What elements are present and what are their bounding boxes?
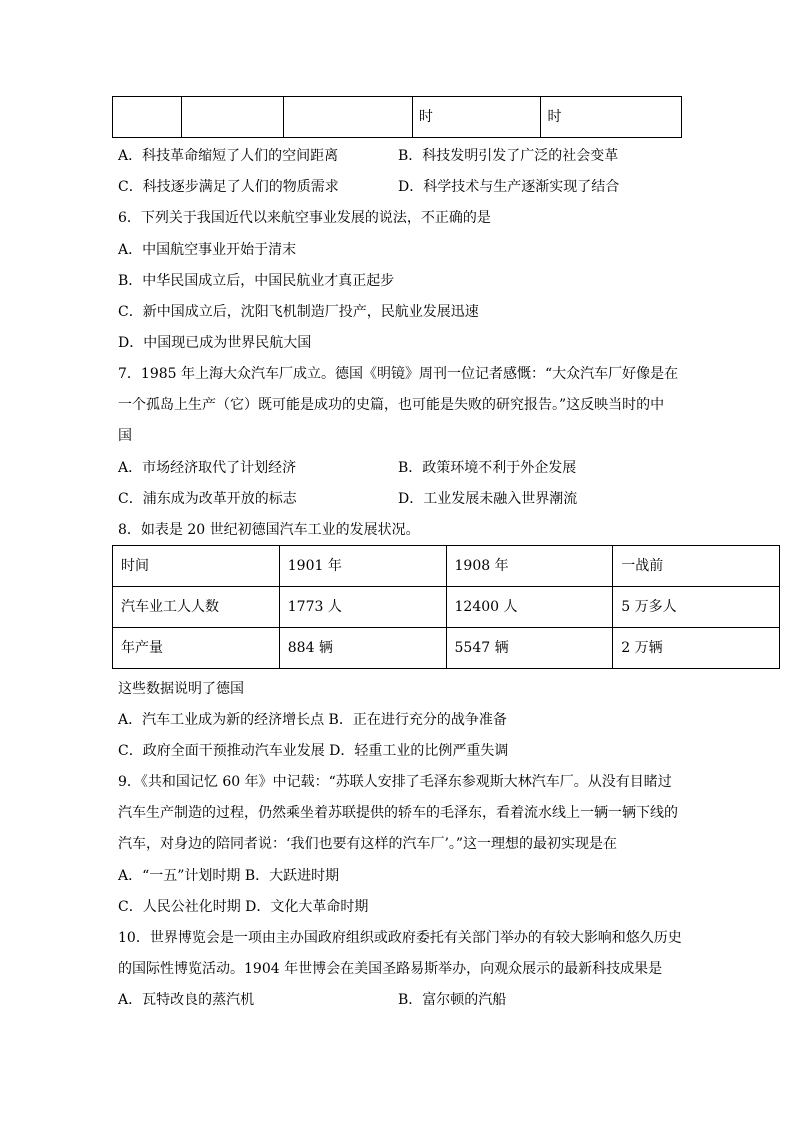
- q9-stem-line1: 9．《共和国记忆 60 年》中记载：“苏联人安排了毛泽东参观斯大林汽车厂。从没有目睹过: [118, 774, 672, 790]
- table-cell: 1908 年: [446, 546, 613, 587]
- table-cell: 1773 人: [279, 587, 446, 628]
- q10-option-a: A．瓦特改良的蒸汽机: [118, 992, 255, 1008]
- q7-option-c: C．浦东成为改革开放的标志: [118, 491, 297, 507]
- q9-stem-line3: 汽车，对身边的陪同者说：‘我们也要有这样的汽车厂’。”这一理想的最初实现是在: [118, 836, 618, 852]
- table-cell: 一战前: [613, 546, 780, 587]
- q6-option-d: D．中国现已成为世界民航大国: [118, 335, 312, 351]
- table-cell: 5547 辆: [446, 628, 613, 669]
- table-cell: 时: [412, 97, 541, 138]
- table-cell: 5 万多人: [613, 587, 780, 628]
- q6-option-c: C．新中国成立后，沈阳飞机制造厂投产，民航业发展迅速: [118, 304, 479, 320]
- q5-option-c: C．科技逐步满足了人们的物质需求: [118, 179, 339, 195]
- q10-stem-line2: 的国际性博览活动。1904 年世博会在美国圣路易斯举办，向观众展示的最新科技成果是: [118, 961, 663, 977]
- q9-options-ab: A．“一五”计划时期 B．大跃进时期: [118, 868, 340, 884]
- q8-stem: 8．如表是 20 世纪初德国汽车工业的发展状况。: [118, 522, 420, 538]
- table-cell: [284, 97, 413, 138]
- q7-option-b: B．政策环境不利于外企发展: [398, 460, 577, 476]
- q5-option-a: A．科技革命缩短了人们的空间距离: [118, 148, 339, 164]
- q7-stem-line2: 一个孤岛上生产（它）既可能是成功的史篇，也可能是失败的研究报告。”这反映当时的中: [118, 397, 665, 413]
- q7-option-a: A．市场经济取代了计划经济: [118, 460, 297, 476]
- q10-option-b: B．富尔顿的汽船: [398, 992, 507, 1008]
- table-row: [113, 587, 780, 628]
- q6-option-a: A．中国航空事业开始于清末: [118, 242, 297, 258]
- table-cell: 时间: [113, 546, 280, 587]
- q5-option-d: D．科学技术与生产逐渐实现了结合: [398, 179, 620, 195]
- q9-options-cd: C．人民公社化时期 D．文化大革命时期: [118, 899, 369, 915]
- top-table: [112, 96, 682, 138]
- q10-stem-line1: 10．世界博览会是一项由主办国政府组织或政府委托有关部门举办的有较大影响和悠久历史: [118, 930, 682, 946]
- q8-data-table: [112, 545, 780, 669]
- q7-stem-line1: 7．1985 年上海大众汽车厂成立。德国《明镜》周刊一位记者感慨：“大众汽车厂好像是在: [118, 366, 679, 382]
- table-cell: 年产量: [113, 628, 280, 669]
- table-cell: 汽车业工人人数: [113, 587, 280, 628]
- q7-option-d: D．工业发展未融入世界潮流: [398, 491, 578, 507]
- table-row: [113, 97, 682, 138]
- table-cell: 884 辆: [279, 628, 446, 669]
- table-row: [113, 546, 780, 587]
- table-cell: 12400 人: [446, 587, 613, 628]
- table-cell: [113, 97, 182, 138]
- q7-stem-line3: 国: [118, 428, 132, 444]
- q5-option-b: B．科技发明引发了广泛的社会变革: [398, 148, 619, 164]
- q8-options-ab: A．汽车工业成为新的经济增长点 B．正在进行充分的战争准备: [118, 712, 507, 728]
- table-cell: [181, 97, 284, 138]
- q9-stem-line2: 汽车生产制造的过程，仍然乘坐着苏联提供的轿车的毛泽东，看着流水线上一辆一辆下线的: [118, 805, 678, 821]
- q8-after-text: 这些数据说明了德国: [118, 681, 244, 697]
- q6-stem: 6．下列关于我国近代以来航空事业发展的说法，不正确的是: [118, 210, 491, 226]
- table-cell: 1901 年: [279, 546, 446, 587]
- q6-option-b: B．中华民国成立后，中国民航业才真正起步: [118, 273, 395, 289]
- table-cell: 时: [541, 97, 682, 138]
- table-row: [113, 628, 780, 669]
- q8-options-cd: C．政府全面干预推动汽车业发展 D．轻重工业的比例严重失调: [118, 743, 509, 759]
- table-cell: 2 万辆: [613, 628, 780, 669]
